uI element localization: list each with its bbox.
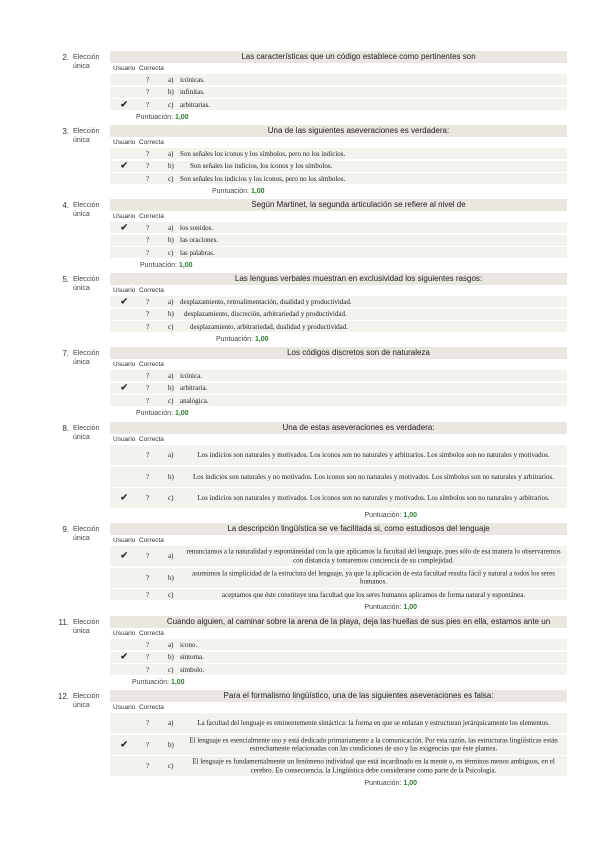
- score: Puntuación: 1,00: [364, 603, 417, 611]
- usuario-header: Usuario: [113, 65, 136, 72]
- answer-option: ? a) icono.: [110, 639, 567, 650]
- question-text: Las lenguas verbales muestran en exclusividad los siguientes rasgos:: [110, 273, 567, 285]
- question-number: 7.: [62, 349, 69, 358]
- answer-option: ✔ ? b) síntoma.: [110, 652, 567, 663]
- option-text: arbitraria.: [180, 384, 208, 392]
- question-type: Elección única: [73, 54, 100, 70]
- answer-option: ? c) aceptamos que éste constituye una facultad que los seres humanos aplicamos de forma natural y espontánea.: [110, 589, 567, 600]
- question-number: 5.: [62, 275, 69, 284]
- answer-option: ✔ ? a) desplazamiento, retroalimentación, dualidad y productividad.: [110, 296, 567, 307]
- score-value: 1,00: [254, 335, 269, 343]
- score: Puntuación: 1,00: [364, 779, 417, 787]
- question-block: [55, 51, 567, 124]
- question-number: 11.: [58, 618, 69, 627]
- answer-option: ? a) icónica.: [110, 370, 567, 381]
- option-text: analógica.: [180, 396, 209, 405]
- answer-option: ? c) Son señales los indicios y los iconos, pero no los símbolos.: [110, 173, 567, 184]
- check-icon: ✔: [120, 222, 129, 233]
- score-value: 1,00: [174, 409, 189, 417]
- question-number: 2.: [62, 53, 69, 62]
- question-type: Elección única: [73, 276, 100, 292]
- question-text: La descripción lingüística se ve facilitada si, como estudiosos del lenguaje: [110, 523, 567, 535]
- option-text: síntoma.: [180, 653, 204, 661]
- option-text: aceptamos que éste constituye una facultad que los seres humanos aplicamos de forma natural y espontánea.: [221, 590, 526, 599]
- option-text: infinitas.: [180, 88, 205, 96]
- question-text: Una de estas aseveraciones es verdadera:: [110, 422, 567, 434]
- question-number: 8.: [62, 424, 69, 433]
- option-text: símbolo.: [180, 665, 205, 674]
- check-icon: ✔: [120, 550, 129, 562]
- question-block: [55, 273, 567, 346]
- answer-option: ✔ ? c) Los indicios son naturales y motivados. Los iconos son no naturales y motivados. Los símbolos son no naturales y arbitrarios.: [110, 488, 567, 508]
- answer-option: ✔ ? b) Son señales los indicios, los iconos y los símbolos.: [110, 161, 567, 172]
- check-icon: ✔: [120, 382, 129, 394]
- answer-header: Usuario Correcta: [113, 287, 164, 294]
- answer-option: ? b) asumimos la simplicidad de la estructura del lenguaje, ya que la aplicación de esta facultad resulta fácil y natural a todos los seres humanos.: [110, 568, 567, 588]
- score: Puntuación: 1,00: [132, 678, 185, 686]
- score-value: 1,00: [174, 113, 189, 121]
- answer-header: [110, 63, 567, 74]
- option-text: Los indicios son naturales y no motivados. Los iconos son no naturales y motivados. Los símbolos son no naturales y arbitrarios.: [192, 472, 555, 481]
- question-text: Cuando alguien, al caminar sobre la arena de la playa, deja las huellas de sus pies en ella, estamos ante un: [110, 616, 567, 628]
- answer-option: ? b) Los indicios son naturales y no motivados. Los iconos son no naturales y motivados. Los símbolos son no naturales y arbitrarios.: [110, 467, 567, 487]
- check-icon: ✔: [120, 651, 129, 663]
- correcta-header: Correcta: [139, 65, 164, 72]
- score-value: 1,00: [403, 779, 417, 787]
- option-text: las oraciones.: [180, 236, 219, 244]
- score: Puntuación: 1,00: [364, 511, 417, 519]
- answer-header: Usuario Correcta: [113, 361, 164, 368]
- question-type: Elección única: [73, 350, 100, 366]
- option-text: Son señales los indicios, los iconos y los símbolos.: [190, 162, 333, 170]
- score: Puntuación: 1,00: [136, 409, 189, 417]
- option-text: El lenguaje es fundamentalmente un fenómeno individual que está incardinado en la mente o, en términos menos ambiguos, en el cerebro. En consecuencia, la Lingüística debe considerarse como parte de la Psicología.: [192, 757, 555, 774]
- question-number: 9.: [62, 525, 69, 534]
- answer-option: ? c) símbolo.: [110, 664, 567, 675]
- answer-option: ? b) las oraciones.: [110, 235, 567, 246]
- question-type: Elección única: [73, 693, 100, 709]
- score-value: 1,00: [178, 261, 193, 269]
- answer-header: Usuario Correcta: [113, 537, 164, 544]
- check-icon: ✔: [120, 160, 129, 172]
- check-icon: ✔: [120, 492, 129, 504]
- option-text: las palabras.: [180, 248, 215, 257]
- score-value: 1,00: [403, 603, 417, 611]
- answer-header: Usuario Correcta: [113, 139, 164, 146]
- question-number: 4.: [62, 201, 69, 210]
- question-block: [55, 422, 567, 522]
- answer-option: ? a) La facultad del lenguaje es eminentemente sintáctica: la forma en que se enlazan y estructuran jerárquicamente los elementos.: [110, 713, 567, 733]
- option-text: La facultad del lenguaje es eminentemente sintáctica: la forma en que se enlazan y estructuran jerárquicamente los elementos.: [197, 718, 550, 727]
- question-type: Elección única: [73, 526, 100, 542]
- question-text: Los códigos discretos son de naturaleza: [110, 347, 567, 359]
- question-text: Según Martinet, la segunda articulación se refiere al nivel de: [110, 199, 567, 211]
- option-text: asumimos la simplicidad de la estructura del lenguaje, ya que la aplicación de esta facultad resulta fácil y natural a todos los seres humanos.: [192, 569, 555, 586]
- question-text: Las características que un código establece como pertinentes son: [110, 51, 567, 63]
- question-block: [55, 523, 567, 615]
- option-text: desplazamiento, discreción, arbitrariedad y productividad.: [184, 310, 347, 318]
- option-text: desplazamiento, retroalimentación, dualidad y productividad.: [180, 297, 352, 306]
- question-type: Elección única: [73, 425, 100, 441]
- question-type: Elección única: [73, 202, 100, 218]
- score: Puntuación: 1,00: [136, 113, 189, 121]
- answer-header: Usuario Correcta: [113, 213, 164, 220]
- question-text: Una de las siguientes aseveraciones es verdadera:: [110, 125, 567, 137]
- answer-option: ? c) analógica.: [110, 395, 567, 406]
- option-text: Son señales los indicios y los iconos, pero no los símbolos.: [180, 174, 346, 183]
- score-value: 1,00: [170, 678, 185, 686]
- answer-option: ? a) Son señales los iconos y los símbolos, pero no los indicios.: [110, 148, 567, 159]
- score-value: 1,00: [403, 511, 417, 519]
- answer-option: ? b) desplazamiento, discreción, arbitrariedad y productividad.: [110, 309, 567, 320]
- answer-option: ? c) las palabras.: [110, 247, 567, 258]
- option-text: arbitrarias.: [180, 100, 211, 109]
- answer-option: ? a) icónicas.: [110, 74, 567, 85]
- answer-option: ✔ ? a) los sonidos.: [110, 222, 567, 233]
- question-block: [55, 199, 567, 272]
- check-icon: ✔: [120, 739, 129, 750]
- answer-option: ✔ ? b) El lenguaje es esencialmente uso y está dedicado primariamente a la comunicación. Por esta razón, las estructuras lingüísticas están estrechamente relacionadas con las condiciones de uso y las exigencias que éste plantea.: [110, 735, 567, 755]
- score: Puntuación: 1,00: [216, 335, 269, 343]
- option-text: Los indicios son naturales y motivados. Los iconos son no naturales y motivados. Los símbolos son no naturales y arbitrarios.: [197, 493, 550, 502]
- score-value: 1,00: [250, 187, 265, 195]
- option-text: Los indicios son naturales y motivados. Los iconos son no naturales y arbitrarios. Los símbolos son no naturales y motivados.: [197, 450, 550, 459]
- check-icon: ✔: [120, 99, 129, 110]
- option-text: los sonidos.: [180, 223, 214, 232]
- answer-option: ✔ ? c) arbitrarias.: [110, 99, 567, 110]
- answer-header: Usuario Correcta: [113, 704, 164, 711]
- question-block: [55, 690, 567, 792]
- option-text: El lenguaje es esencialmente uso y está dedicado primariamente a la comunicación. Por esta razón, las estructuras lingüísticas están estrechamente relacionadas con las condiciones de uso y las exigencias que éste plantea.: [189, 736, 558, 753]
- option-text: desplazamiento, arbitrariedad, dualidad y productividad.: [190, 322, 349, 331]
- answer-option: ✔ ? a) renunciamos a la naturalidad y espontáneidad con la que aplicamos la facultad del lenguaje, pues sólo de esa manera lo observaremos con distancia y tomaremos conciencia de su complejidad.: [110, 546, 567, 566]
- score: Puntuación: 1,00: [212, 187, 265, 195]
- answer-header: Usuario Correcta: [113, 436, 164, 443]
- score: Puntuación: 1,00: [140, 261, 193, 269]
- option-text: icónica.: [180, 371, 202, 380]
- option-text: Son señales los iconos y los símbolos, pero no los indicios.: [180, 149, 346, 158]
- answer-option: ? a) Los indicios son naturales y motivados. Los iconos son no naturales y arbitrarios. Los símbolos son no naturales y motivados.: [110, 445, 567, 465]
- answer-option: ✔ ? b) arbitraria.: [110, 383, 567, 394]
- answer-option: ? c) desplazamiento, arbitrariedad, dualidad y productividad.: [110, 321, 567, 332]
- question-number: 3.: [62, 127, 69, 136]
- answer-header: Usuario Correcta: [113, 630, 164, 637]
- question-number: 12.: [57, 692, 69, 701]
- question-block: [55, 347, 567, 420]
- answer-option: ? c) El lenguaje es fundamentalmente un fenómeno individual que está incardinado en la mente o, en términos menos ambiguos, en el cerebro. En consecuencia, la Lingüística debe considerarse como parte de la Psicología.: [110, 756, 567, 776]
- question-text: Para el formalismo lingüístico, una de las siguientes aseveraciones es falsa:: [110, 690, 567, 702]
- question-type: Elección única: [73, 619, 100, 635]
- option-text: renunciamos a la naturalidad y espontáneidad con la que aplicamos la facultad del lenguaje, pues sólo de esa manera lo observaremos con distancia y tomaremos conciencia de su complejidad.: [186, 547, 561, 564]
- answer-option: ? b) infinitas.: [110, 87, 567, 98]
- question-block: [55, 125, 567, 198]
- question-block: [55, 616, 567, 689]
- option-text: icónicas.: [180, 75, 205, 84]
- question-type: Elección única: [73, 128, 100, 144]
- check-icon: ✔: [120, 296, 129, 307]
- option-text: icono.: [180, 640, 198, 649]
